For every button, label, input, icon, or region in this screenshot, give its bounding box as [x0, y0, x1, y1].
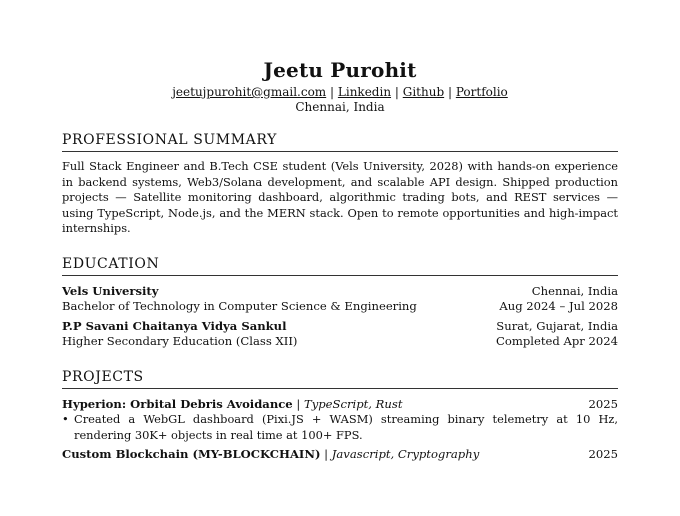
email-link[interactable]: jeetujpurohit@gmail.com	[172, 85, 327, 99]
institution-location: Chennai, India	[531, 283, 618, 298]
degree-name: Higher Secondary Education (Class XII)	[62, 334, 298, 348]
summary-section-title: PROFESSIONAL SUMMARY	[62, 131, 618, 152]
education-entry	[62, 284, 618, 315]
separator: |	[330, 85, 335, 99]
project-year: 2025	[588, 396, 618, 411]
separator: |	[394, 85, 399, 99]
candidate-name: Jeetu Purohit	[263, 58, 417, 82]
project-tech: TypeScript, Rust	[303, 396, 403, 411]
project-name: Hyperion: Orbital Debris Avoidance	[62, 396, 293, 411]
bullet-icon: •	[62, 412, 69, 426]
institution-name: Vels University	[62, 283, 159, 298]
separator: |	[296, 396, 301, 411]
candidate-location: Chennai, India	[295, 100, 385, 114]
github-link[interactable]: Github	[402, 85, 445, 99]
contact-line	[62, 84, 618, 100]
portfolio-link[interactable]: Portfolio	[455, 85, 508, 99]
projects-section-title: PROJECTS	[62, 368, 618, 389]
education-dates: Aug 2024 – Jul 2028	[499, 299, 618, 313]
bullet-text: Created a WebGL dashboard (Pixi.JS + WASM) streaming binary telemetry at 10 Hz, rendering 30K+ objects in real time at 100+ FPS.	[74, 412, 618, 442]
separator: |	[324, 447, 329, 461]
project-tech: Javascript, Cryptography	[331, 447, 480, 461]
linkedin-link[interactable]: Linkedin	[337, 85, 392, 99]
education-section-title: EDUCATION	[62, 255, 618, 276]
institution-name: P.P Savani Chaitanya Vidya Sankul	[62, 318, 287, 333]
education-dates: Completed Apr 2024	[496, 334, 618, 348]
resume-page	[0, 57, 680, 516]
project-entry	[62, 397, 618, 444]
degree-name: Bachelor of Technology in Computer Science & Engineering	[62, 299, 417, 313]
institution-location: Surat, Gujarat, India	[496, 318, 618, 333]
education-entry	[62, 319, 618, 350]
project-name: Custom Blockchain (MY-BLOCKCHAIN)	[62, 447, 321, 461]
separator: |	[447, 85, 453, 99]
project-year: 2025	[588, 447, 618, 461]
project-bullet	[62, 412, 618, 443]
summary-text: Full Stack Engineer and B.Tech CSE student (Vels University, 2028) with hands-on experience in backend systems, Web3/Solana development, and scalable API design. Shipped production projects — Satellite monitoring dashboard, algorithmic trading bots, and REST services — using TypeScript, Node.js, and the MERN stack. Open to remote opportunities and high-impact internships.	[62, 159, 618, 235]
project-entry	[62, 447, 618, 463]
